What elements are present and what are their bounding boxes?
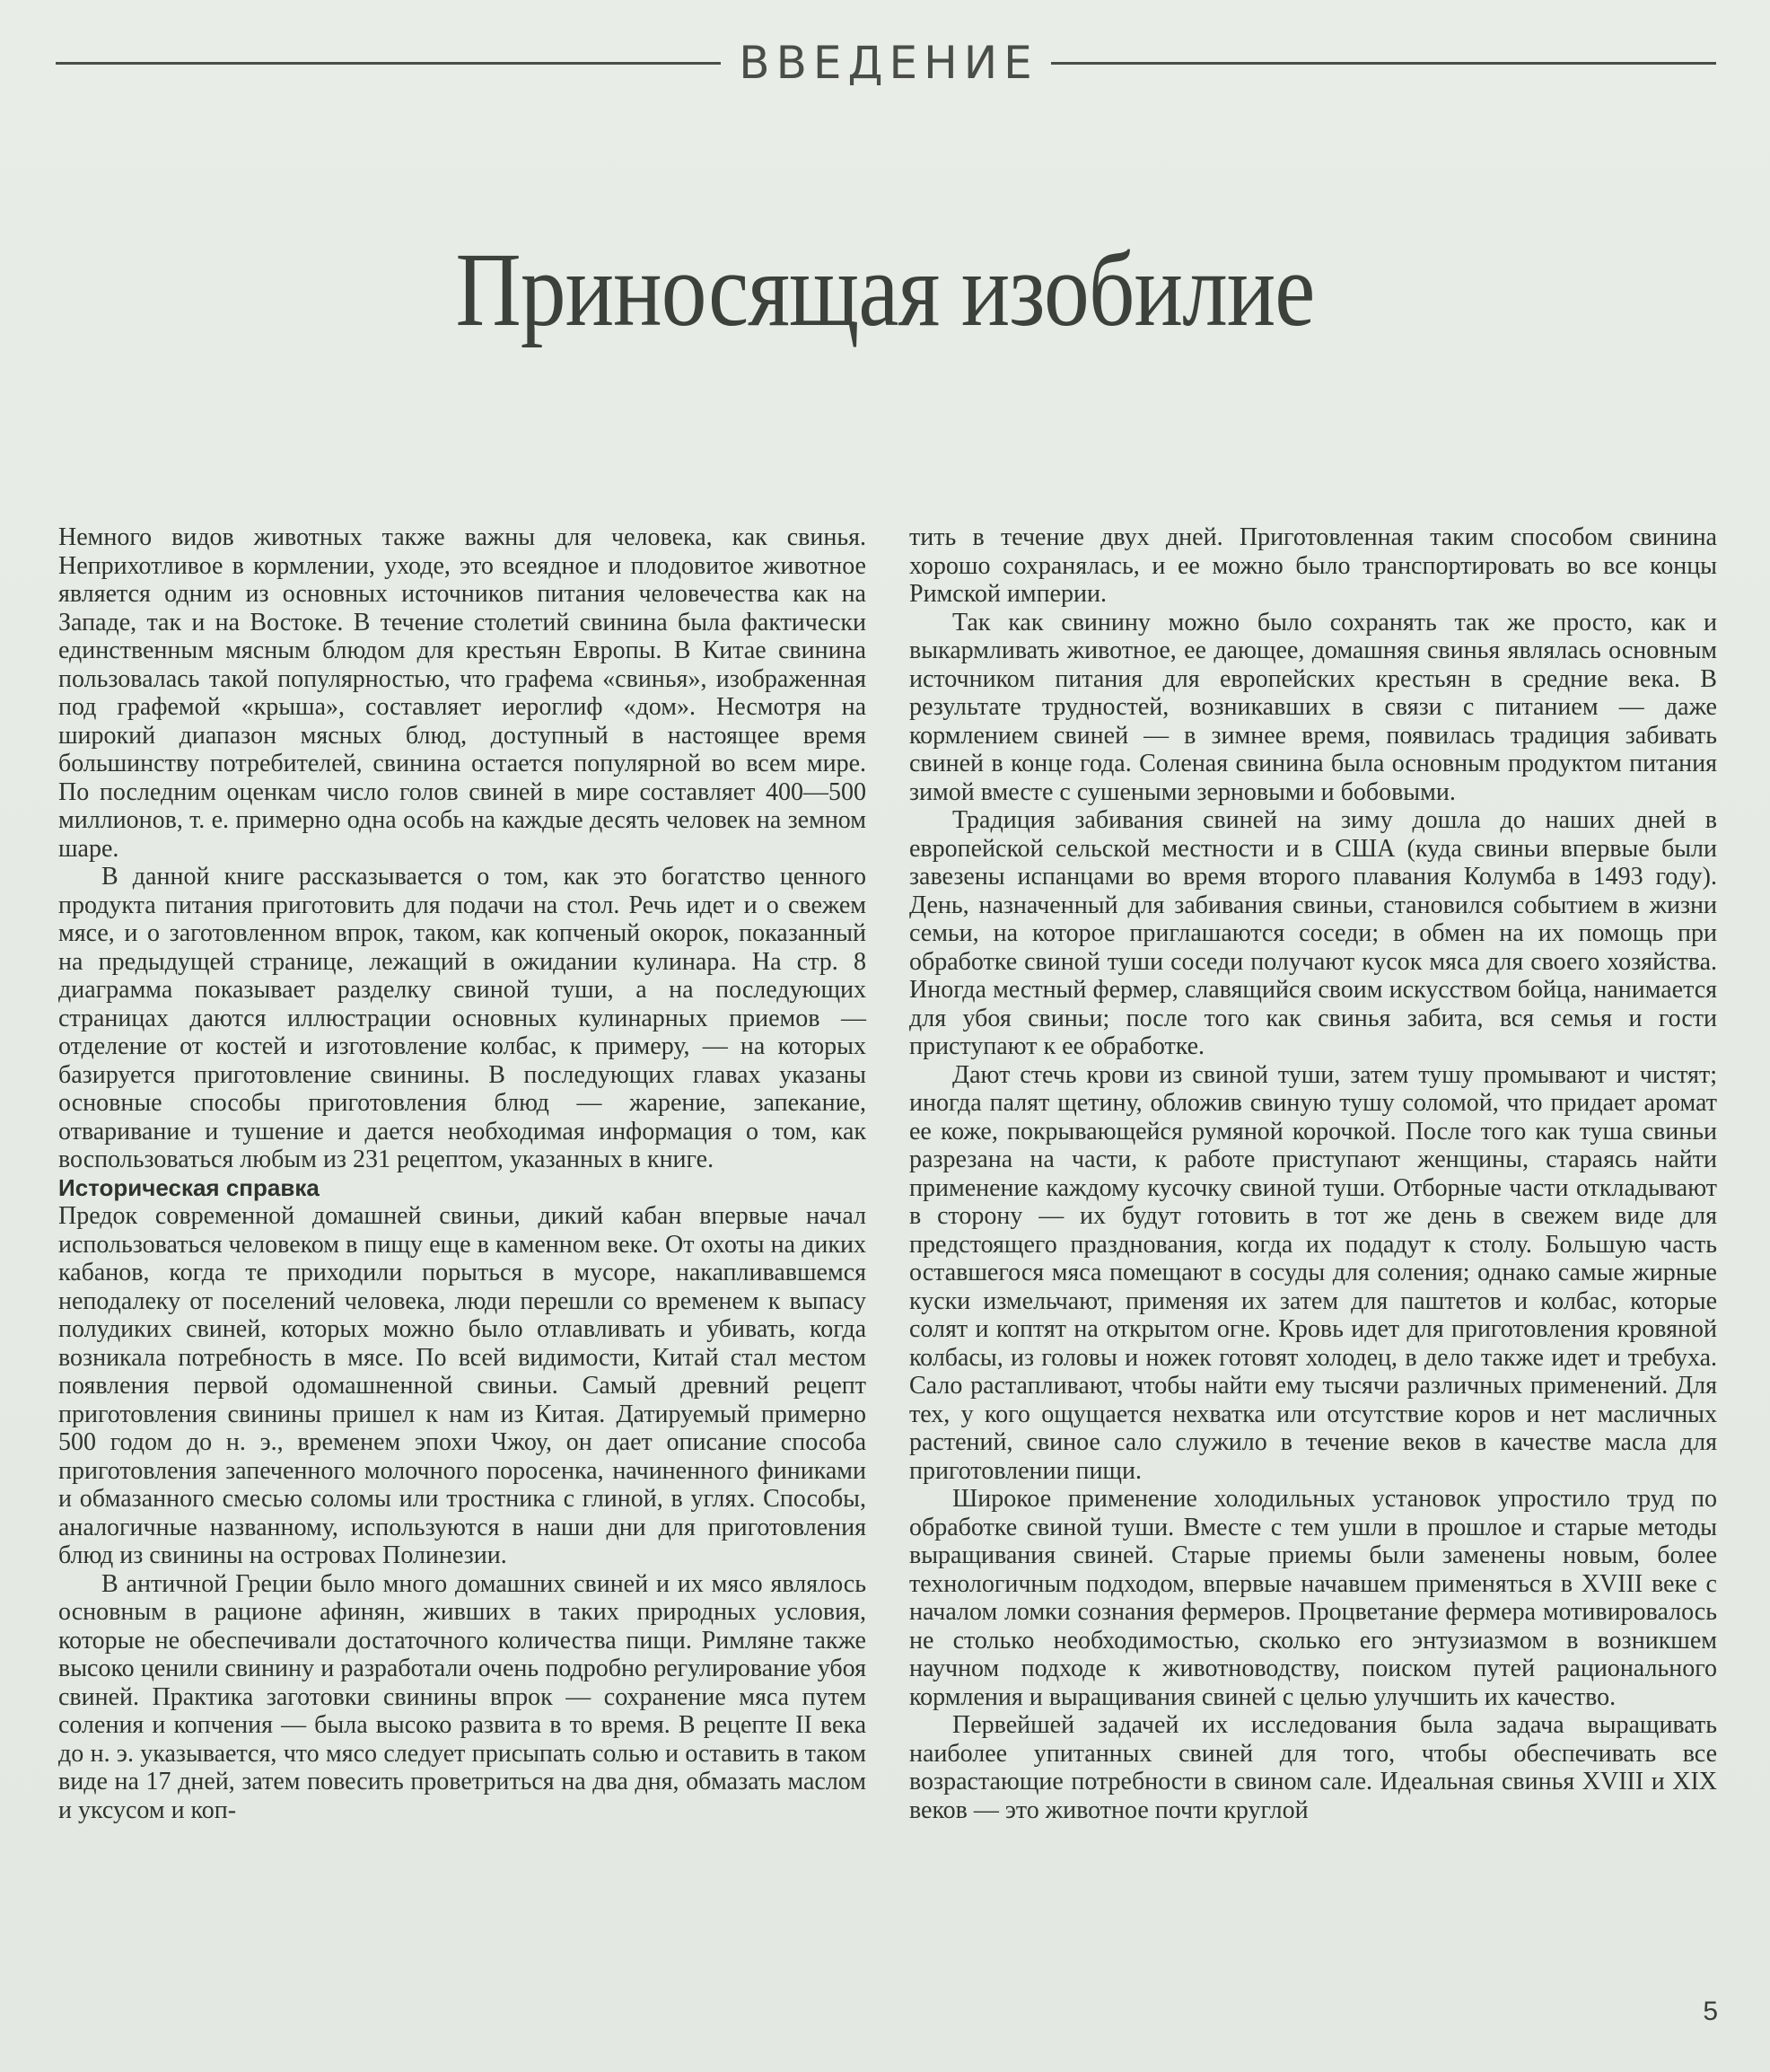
paragraph: Немного видов животных также важны для человека, как свинья. Неприхотливое в кормлении, уходе, это всеядное и плодовитое животное является одним из основных источников питания человечества как на Западе, так и на Востоке. В течение столетий свинина была фактически единственным мясным блюдом для крестьян Европы. В Китае свинина пользовалась такой популярностью, что графема «свинья», изображенная под графемой «крыша», составляет иероглиф «дом». Несмотря на широкий диапазон мясных блюд, доступный в настоящее время большинству потребителей, свинина остается популярной во всем мире. По последним оценкам число голов свиней в мире составляет 400—500 миллионов, т. е. примерно одна особь на каждые десять человек на земном шаре. — [58, 523, 866, 863]
section-header — [56, 36, 1716, 90]
left-column — [58, 523, 866, 1824]
paragraph: Так как свинину можно было сохранять так же просто, как и выкармливать животное, ее дающее, домашняя свинья являлась основным источником питания для европейских крестьян в средние века. В результате трудностей, возникавших в связи с питанием — даже кормлением свиней — в зимнее время, появилась традиция забивать свиней в конце года. Соленая свинина была основным продуктом питания зимой вместе с сушеными зерновыми и бобовыми. — [909, 608, 1717, 806]
paragraph: В античной Греции было много домашних свиней и их мясо являлось основным в рационе афинян, живших в таких природных условия, которые не обеспечивали достаточного количества пищи. Римляне также высоко ценили свинину и разработали очень подробно регулирование убоя свиней. Практика заготовки свинины впрок — сохранение мяса путем соления и копчения — была высоко развита в то время. В рецепте II века до н. э. указывается, что мясо следует присыпать солью и оставить в таком виде на 17 дней, затем повесить проветриться на два дня, обмазать маслом и уксусом и коп- — [58, 1569, 866, 1824]
page-title: Приносящая изобилие — [455, 231, 1315, 348]
header-rule-left — [56, 62, 721, 65]
paragraph: Первейшей задачей их исследования была задача выращивать наиболее упитанных свиней для того, чтобы обеспечивать все возрастающие потребности в свином сале. Идеальная свинья XVIII и XIX веков — это животное почти круглой — [909, 1711, 1717, 1824]
header-rule-right — [1051, 62, 1716, 65]
paragraph: Дают стечь крови из свиной туши, затем тушу промывают и чистят; иногда палят щетину, обложив свиную тушу соломой, что придает аромат ее коже, покрывающейся румяной корочкой. После того как туша свиньи разрезана на части, к работе приступают женщины, стараясь найти применение каждому кусочку свиной туши. Отборные части откладывают в сторону — их будут готовить в тот же день в свежем виде для предстоящего празднования, когда их подадут к столу. Большую часть оставшегося мяса помещают в сосуды для соления; однако самые жирные куски измельчают, применяя их затем для паштетов и колбас, которые солят и коптят на открытом огне. Кровь идет для приготовления кровяной колбасы, из головы и ножек готовят холодец, в дело также идет и требуха. Сало растапливают, чтобы найти ему тысячи различных применений. Для тех, у кого ощущается нехватка или отсутствие коров и нет масличных растений, свиное сало служило в течение веков в качестве масла для приготовлении пищи. — [909, 1060, 1717, 1485]
paragraph: тить в течение двух дней. Приготовленная таким способом свинина хорошо сохранялась, и ее можно было транспортировать во все концы Римской империи. — [909, 523, 1717, 608]
section-label: ВВЕДЕНИЕ — [739, 37, 1038, 89]
right-column — [909, 523, 1717, 1824]
paragraph: В данной книге рассказывается о том, как это богатство ценного продукта питания приготовить для подачи на стол. Речь идет и о свежем мясе, и о заготовленном впрок, таком, как копченый окорок, показанный на предыдущей странице, лежащий в ожидании кулинара. На стр. 8 диаграмма показывает разделку свиной туши, а на последующих страницах даются иллюстрации основных кулинарных приемов — отделение от костей и изготовление колбас, к примеру, — на которых базируется приготовление свинины. В последующих главах указаны основные способы приготовления блюд — жарение, запекание, отваривание и тушение и дается необходимая информация о том, как воспользоваться любым из 231 рецептом, указанных в книге. — [58, 863, 866, 1173]
paragraph: Традиция забивания свиней на зиму дошла до наших дней в европейской сельской местности и в США (куда свиньи впервые были завезены испанцами во время второго плавания Колумба в 1493 году). День, назначенный для забивания свиньи, становился событием в жизни семьи, на которое приглашаются соседи; в обмен на их помощь при обработке свиной туши соседи получают кусок мяса для своего хозяйства. Иногда местный фермер, славящийся своим искусством бойца, нанимается для убоя свиньи; после того как свинья забита, вся семья и гости приступают к ее обработке. — [909, 806, 1717, 1060]
subheading: Историческая справка — [58, 1173, 320, 1201]
paragraph: Предок современной домашней свиньи, дикий кабан впервые начал использоваться человеком в пищу еще в каменном веке. От охоты на диких кабанов, когда те приходили порыться в мусоре, накапливавшемся неподалеку от поселений человека, люди перешли со временем к выпасу полудиких свиней, которых можно было отлавливать и убивать, когда возникала потребность в мясе. По всей видимости, Китай стал местом появления первой одомашненной свиньи. Самый древний рецепт приготовления свинины пришел к нам из Китая. Датируемый примерно 500 годом до н. э., временем эпохи Чжоу, он дает описание способа приготовления запеченного молочного поросенка, начиненного финиками и обмазанного смесью соломы или тростника с глиной, в углях. Способы, аналогичные названному, используются в наши дни для приготовления блюд из свинины на островах Полинезии. — [58, 1202, 866, 1569]
paragraph: Широкое применение холодильных установок упростило труд по обработке свиной туши. Вместе с тем ушли в прошлое и старые методы выращивания свиней. Старые приемы были заменены новым, более технологичным подходом, впервые начавшем применяться в XVIII веке с началом ломки сознания фермеров. Процветание фермера мотивировалось не столько необходимостью, сколько его энтузиазмом в возникшем научном подходе к животноводству, поиском путей рационального кормления и выращивания свиней с целью улучшить их качество. — [909, 1485, 1717, 1711]
page-number: 5 — [1703, 1997, 1718, 2026]
